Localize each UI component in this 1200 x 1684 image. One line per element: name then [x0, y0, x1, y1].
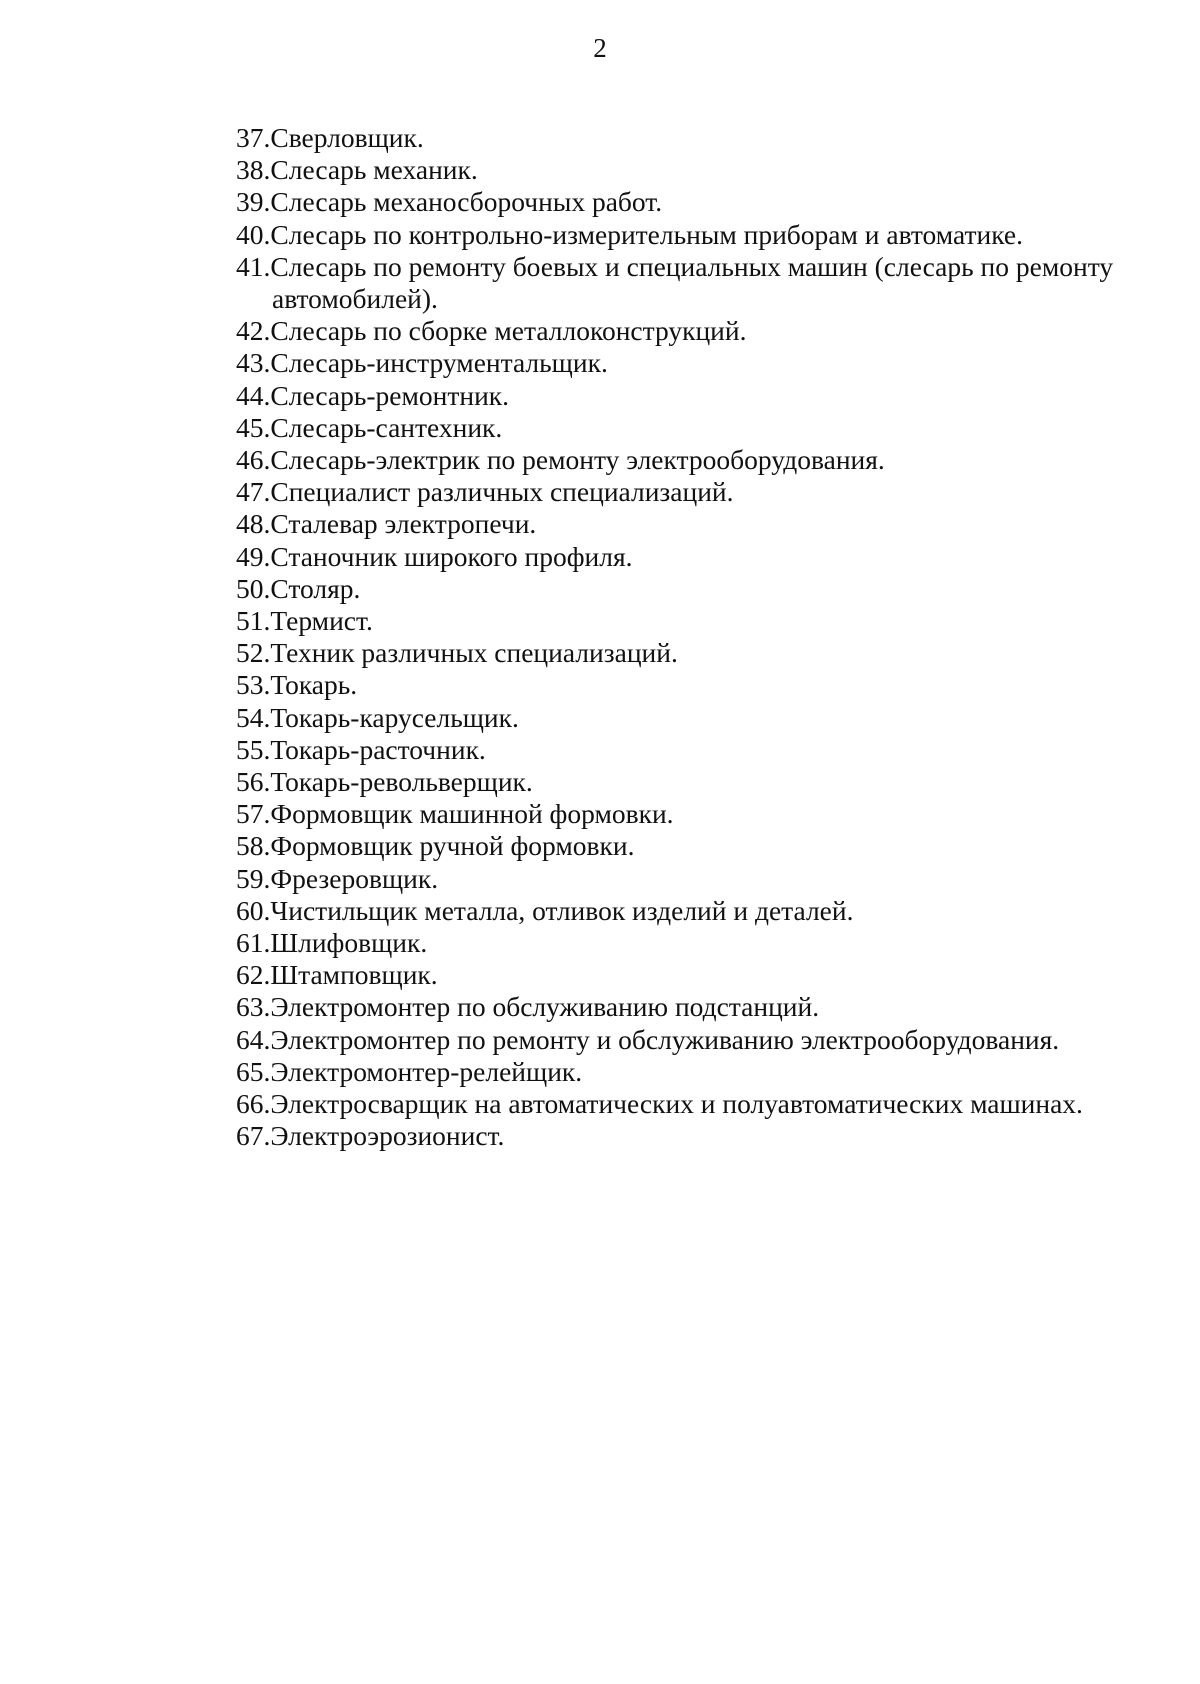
item-number: 46. — [236, 444, 271, 476]
list-item — [236, 959, 1146, 991]
item-number: 56. — [236, 766, 271, 798]
item-text: Фрезеровщик. — [270, 862, 439, 894]
item-number: 42. — [236, 315, 271, 347]
list-item — [236, 508, 1146, 540]
item-text: Токарь-карусельщик. — [270, 701, 519, 733]
item-text: Электромонтер по ремонту и обслуживанию электрооборудования. — [270, 1023, 1060, 1055]
item-number: 51. — [236, 605, 271, 637]
list-item — [236, 605, 1146, 637]
list-item — [236, 1024, 1146, 1056]
list-item — [236, 347, 1146, 379]
item-number: 48. — [236, 508, 271, 540]
list-item — [236, 380, 1146, 412]
list-item — [236, 637, 1146, 669]
item-number: 60. — [236, 894, 271, 926]
item-number: 61. — [236, 927, 271, 959]
list-item — [236, 830, 1146, 862]
item-number: 45. — [236, 411, 271, 443]
item-text: Слесарь-инструментальщик. — [270, 347, 608, 379]
item-text: Сверловщик. — [270, 122, 424, 153]
item-text: Шлифовщик. — [270, 927, 428, 959]
item-text: Формовщик машинной формовки. — [270, 798, 674, 830]
list-item — [236, 573, 1146, 605]
list-item — [236, 734, 1146, 766]
list-item — [236, 541, 1146, 573]
item-text: Электромонтер-релейщик. — [270, 1055, 583, 1087]
item-number: 49. — [236, 540, 271, 572]
item-text: Столяр. — [270, 572, 361, 604]
item-text: Термист. — [270, 605, 373, 637]
item-text: Слесарь по контрольно-измерительным приборам и автоматике. — [270, 218, 1023, 250]
item-number: 66. — [236, 1088, 271, 1120]
item-text: Слесарь механик. — [270, 154, 478, 186]
item-number: 40. — [236, 218, 271, 250]
profession-list — [236, 122, 1146, 1153]
item-number: 57. — [236, 798, 271, 830]
item-text: Слесарь-сантехник. — [270, 411, 503, 443]
list-item — [236, 476, 1146, 508]
item-text: Токарь-револьверщик. — [270, 766, 533, 798]
list-item — [236, 798, 1146, 830]
item-number: 65. — [236, 1055, 271, 1087]
item-number: 58. — [236, 830, 271, 862]
list-item — [236, 444, 1146, 476]
item-number: 55. — [236, 733, 271, 765]
list-item — [236, 766, 1146, 798]
item-number: 39. — [236, 186, 271, 218]
list-item — [236, 702, 1146, 734]
item-text: Сталевар электропечи. — [270, 508, 537, 540]
list-item — [236, 315, 1146, 347]
list-item — [236, 927, 1146, 959]
list-item — [236, 412, 1146, 444]
item-text: Штамповщик. — [270, 959, 438, 991]
list-item — [236, 1056, 1146, 1088]
item-text: Электромонтер по обслуживанию подстанций. — [270, 991, 820, 1023]
item-text: Токарь-расточник. — [270, 733, 486, 765]
item-number: 44. — [236, 379, 271, 411]
item-text: Специалист различных специализаций. — [270, 476, 734, 508]
list-item — [236, 895, 1146, 927]
list-item — [236, 251, 1146, 315]
list-item — [236, 154, 1146, 186]
item-number: 54. — [236, 701, 271, 733]
list-item — [236, 863, 1146, 895]
item-text: Токарь. — [270, 669, 358, 701]
item-number: 62. — [236, 959, 271, 991]
item-text: Слесарь-электрик по ремонту электрооборудования. — [270, 444, 885, 476]
item-text: Формовщик ручной формовки. — [270, 830, 635, 862]
item-number: 37. — [236, 122, 271, 153]
item-text: Слесарь-ремонтник. — [270, 379, 510, 411]
item-number: 63. — [236, 991, 271, 1023]
item-text: Чистильщик металла, отливок изделий и деталей. — [270, 894, 854, 926]
list-item — [236, 1088, 1146, 1120]
item-text: Электросварщик на автоматических и полуавтоматических машинах. — [270, 1088, 1083, 1120]
item-number: 41. — [236, 250, 271, 282]
item-number: 50. — [236, 572, 271, 604]
item-text: Слесарь по сборке металлоконструкций. — [270, 315, 747, 347]
item-number: 59. — [236, 862, 271, 894]
list-item — [236, 122, 1146, 154]
item-text: Электроэрозионист. — [270, 1120, 505, 1152]
page-number: 2 — [593, 33, 607, 63]
list-item — [236, 669, 1146, 701]
list-item — [236, 991, 1146, 1023]
item-number: 43. — [236, 347, 271, 379]
item-text: Слесарь механосборочных работ. — [270, 186, 663, 218]
item-number: 52. — [236, 637, 271, 669]
list-item — [236, 219, 1146, 251]
item-text: Станочник широкого профиля. — [270, 540, 633, 572]
item-text: Слесарь по ремонту боевых и специальных машин (слесарь по ремонту автомобилей). — [270, 250, 1114, 315]
item-text: Техник различных специализаций. — [270, 637, 678, 669]
list-item — [236, 186, 1146, 218]
item-number: 47. — [236, 476, 271, 508]
item-number: 38. — [236, 154, 271, 186]
item-number: 64. — [236, 1023, 271, 1055]
item-number: 67. — [236, 1120, 271, 1152]
list-item — [236, 1120, 1146, 1152]
item-number: 53. — [236, 669, 271, 701]
